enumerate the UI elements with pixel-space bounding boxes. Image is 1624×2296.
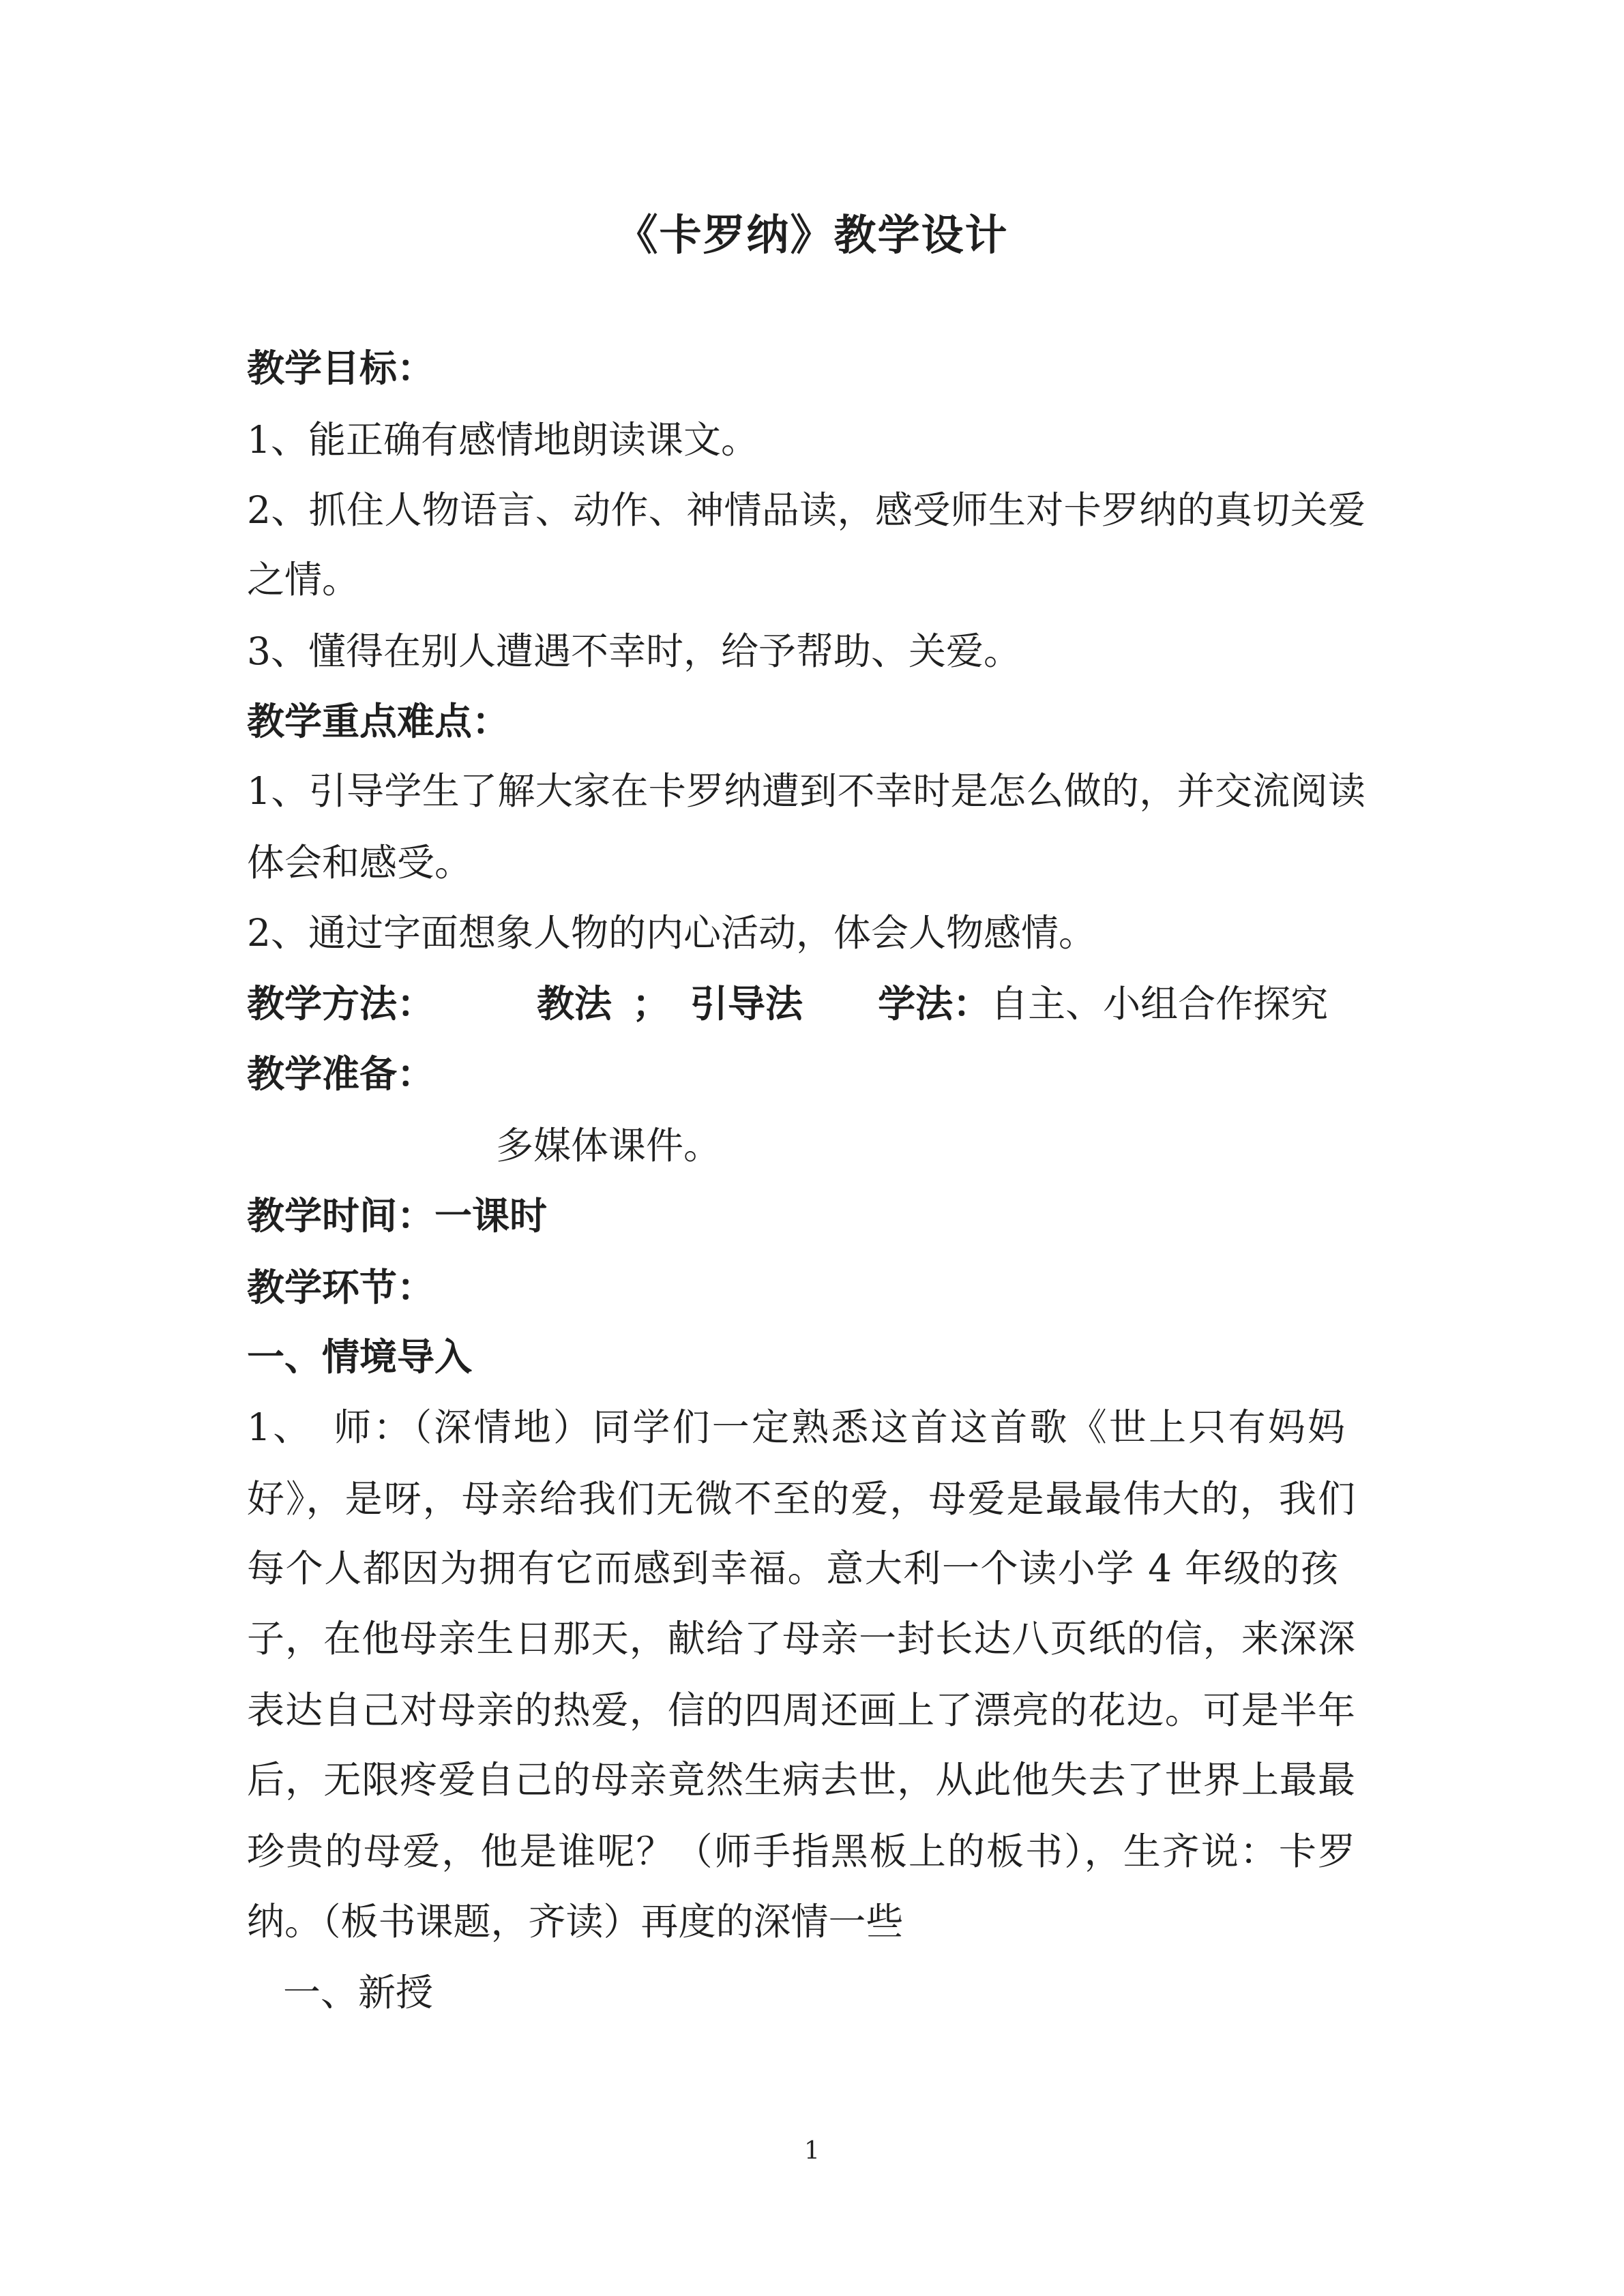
steps-heading: 教学环节： bbox=[247, 1265, 435, 1309]
preparation-value: 多媒体课件。 bbox=[496, 1124, 722, 1167]
section-new-lesson-heading: 一、新授 bbox=[283, 1971, 434, 2014]
paragraph-line-3: 每个人都因为拥有它而感到幸福。意大利一个读小学 4 年级的孩 bbox=[247, 1547, 1338, 1590]
paragraph-line-6: 后，无限疼爱自己的母亲竟然生病去世，从此他失去了世界上最最 bbox=[247, 1758, 1355, 1802]
teaching-method-value: 引导法 bbox=[690, 981, 803, 1026]
methods-line bbox=[247, 976, 1328, 1031]
learning-method-label: 学法： bbox=[878, 981, 991, 1026]
paragraph-line-5: 表达自己对母亲的热爱，信的四周还画上了漂亮的花边。可是半年 bbox=[247, 1688, 1355, 1732]
paragraph-line-8: 纳。（板书课题，齐读）再度的深情一些 bbox=[247, 1900, 904, 1943]
document-title: 《卡罗纳》教学设计 bbox=[615, 210, 1009, 260]
key-points-heading: 教学重点难点： bbox=[247, 699, 510, 743]
methods-separator: ； bbox=[632, 981, 670, 1026]
paragraph-line-7: 珍贵的母爱，他是谁呢？（师手指黑板上的板书），生齐说：卡罗 bbox=[247, 1830, 1355, 1873]
preparation-heading: 教学准备： bbox=[247, 1052, 435, 1096]
objective-item-2-line-2: 之情。 bbox=[247, 558, 360, 601]
page-number: 1 bbox=[804, 2137, 820, 2165]
teaching-time: 教学时间：一课时 bbox=[247, 1193, 548, 1238]
methods-heading: 教学方法： bbox=[247, 981, 435, 1026]
key-point-item-1-line-1: 1、引导学生了解大家在卡罗纳遭到不幸时是怎么做的，并交流阅读 bbox=[247, 769, 1365, 813]
objective-item-2-line-1: 2、抓住人物语言、动作、神情品读，感受师生对卡罗纳的真切关爱 bbox=[247, 488, 1365, 532]
learning-method-value: 自主、小组合作探究 bbox=[990, 982, 1329, 1026]
objectives-heading: 教学目标： bbox=[247, 346, 435, 390]
section-intro-heading: 一、情境导入 bbox=[247, 1335, 473, 1379]
teaching-method-label: 教法 bbox=[537, 981, 612, 1026]
key-point-item-1-line-2: 体会和感受。 bbox=[247, 841, 473, 884]
objective-item-3: 3、懂得在别人遭遇不幸时，给予帮助、关爱。 bbox=[247, 629, 1021, 673]
paragraph-line-4: 子，在他母亲生日那天，献给了母亲一封长达八页纸的信，来深深 bbox=[247, 1617, 1355, 1660]
objective-item-1: 1、能正确有感情地朗读课文。 bbox=[247, 418, 758, 462]
paragraph-line-1: 1、 师：（深情地）同学们一定熟悉这首这首歌《世上只有妈妈 bbox=[247, 1405, 1345, 1449]
paragraph-line-2: 好》，是呀，母亲给我们无微不至的爱，母爱是最最伟大的，我们 bbox=[247, 1477, 1355, 1521]
key-point-item-2: 2、通过字面想象人物的内心活动，体会人物感情。 bbox=[247, 911, 1096, 955]
